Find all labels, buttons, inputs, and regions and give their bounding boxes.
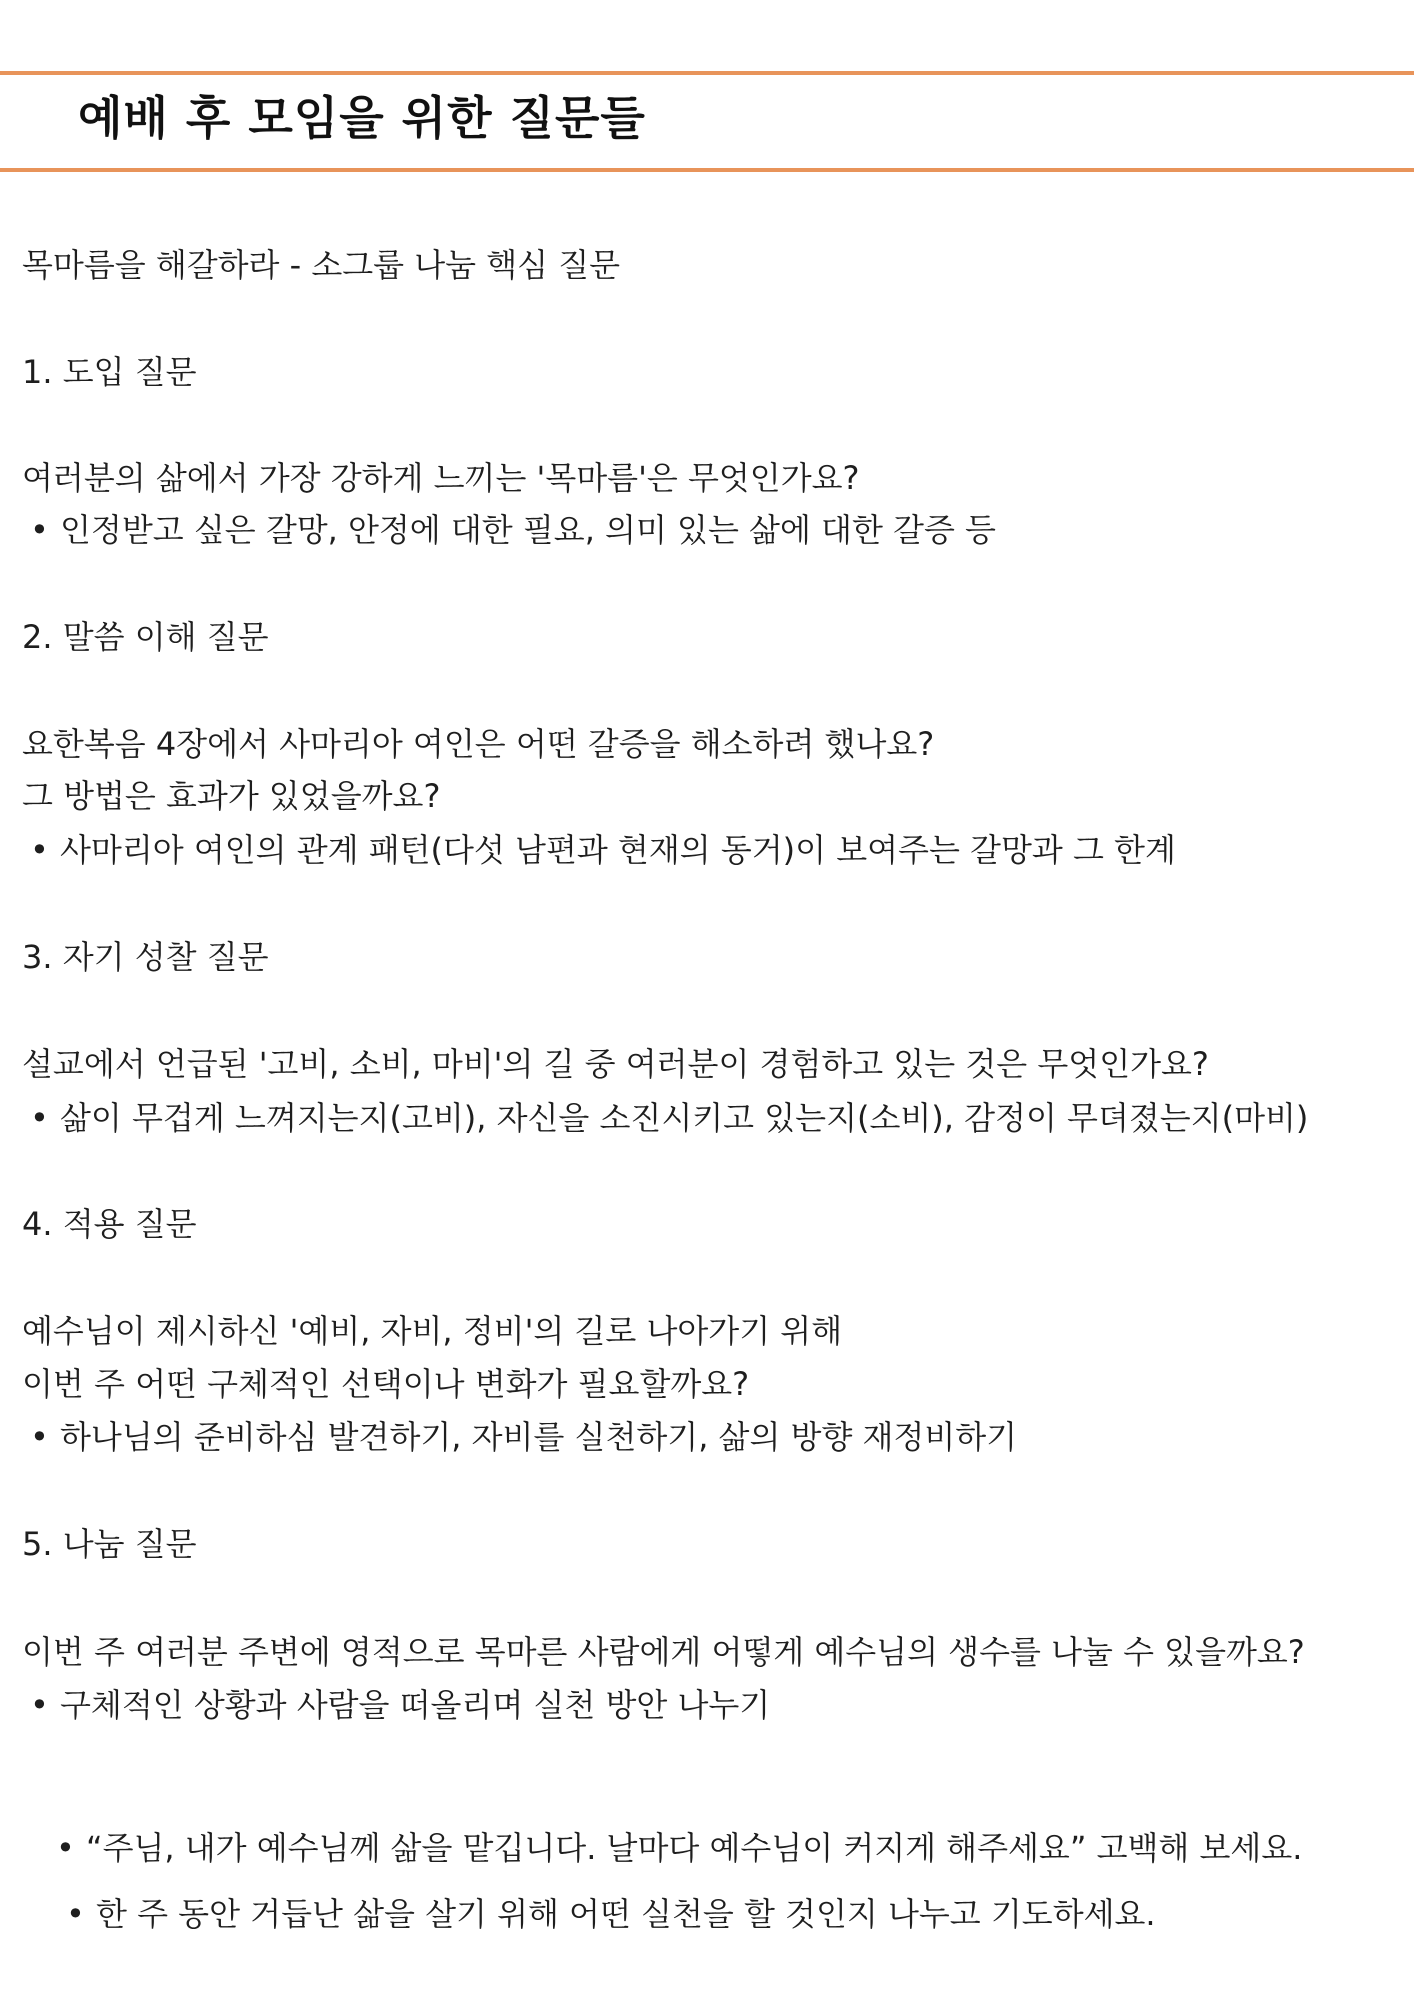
section-heading: 3. 자기 성찰 질문 — [22, 938, 269, 976]
section-heading: 4. 적용 질문 — [22, 1205, 197, 1243]
closing-text: 한 주 동안 거듭난 삶을 살기 위해 어떤 실천을 할 것인지 나누고 기도하세요. — [96, 1895, 1156, 1933]
bullet-icon: • — [30, 831, 49, 869]
bullet-text: 하나님의 준비하심 발견하기, 자비를 실천하기, 삶의 방향 재정비하기 — [60, 1418, 1018, 1456]
bullet-text: 사마리아 여인의 관계 패턴(다섯 남편과 현재의 동거)이 보여주는 갈망과 그 한계 — [60, 831, 1176, 869]
bullet-icon: • — [66, 1895, 85, 1933]
closing-item — [56, 1828, 1302, 1868]
bullet-icon: • — [30, 511, 49, 549]
question-text: 요한복음 4장에서 사마리아 여인은 어떤 갈증을 해소하려 했나요? — [22, 725, 935, 763]
bullet-icon: • — [30, 1686, 49, 1724]
header-top-rule — [0, 71, 1414, 75]
question-text: 여러분의 삶에서 가장 강하게 느끼는 '목마름'은 무엇인가요? — [22, 459, 860, 497]
page-title: 예배 후 모임을 위한 질문들 — [78, 91, 646, 145]
bullet-text: 삶이 무겁게 느껴지는지(고비), 자신을 소진시키고 있는지(소비), 감정이 무뎌졌는지(마비) — [60, 1099, 1309, 1137]
question-text: 예수님이 제시하신 '예비, 자비, 정비'의 길로 나아가기 위해 — [22, 1312, 843, 1350]
question-text: 설교에서 언급된 '고비, 소비, 마비'의 길 중 여러분이 경험하고 있는 것은 무엇인가요? — [22, 1045, 1209, 1083]
bullet-text: 구체적인 상황과 사람을 떠올리며 실천 방안 나누기 — [60, 1686, 771, 1724]
header-bottom-rule — [0, 168, 1414, 172]
bullet-icon: • — [30, 1418, 49, 1456]
question-text: 그 방법은 효과가 있었을까요? — [22, 777, 441, 815]
bullet-item — [30, 1098, 1308, 1138]
bullet-icon: • — [56, 1829, 75, 1867]
section-heading: 2. 말씀 이해 질문 — [22, 618, 269, 656]
bullet-item — [30, 1417, 1017, 1457]
bullet-item — [30, 1685, 770, 1725]
section-heading: 1. 도입 질문 — [22, 353, 197, 391]
bullet-item — [30, 830, 1176, 870]
question-text: 이번 주 어떤 구체적인 선택이나 변화가 필요할까요? — [22, 1365, 750, 1403]
question-text: 이번 주 여러분 주변에 영적으로 목마른 사람에게 어떻게 예수님의 생수를 나눌 수 있을까요? — [22, 1633, 1305, 1671]
bullet-icon: • — [30, 1099, 49, 1137]
closing-text: “주님, 내가 예수님께 삶을 맡깁니다. 날마다 예수님이 커지게 해주세요” 고백해 보세요. — [86, 1829, 1303, 1867]
section-heading: 5. 나눔 질문 — [22, 1525, 197, 1563]
closing-item — [66, 1894, 1156, 1934]
document-subtitle: 목마름을 해갈하라 - 소그룹 나눔 핵심 질문 — [22, 246, 621, 284]
bullet-text: 인정받고 싶은 갈망, 안정에 대한 필요, 의미 있는 삶에 대한 갈증 등 — [60, 511, 996, 549]
bullet-item — [30, 510, 996, 550]
